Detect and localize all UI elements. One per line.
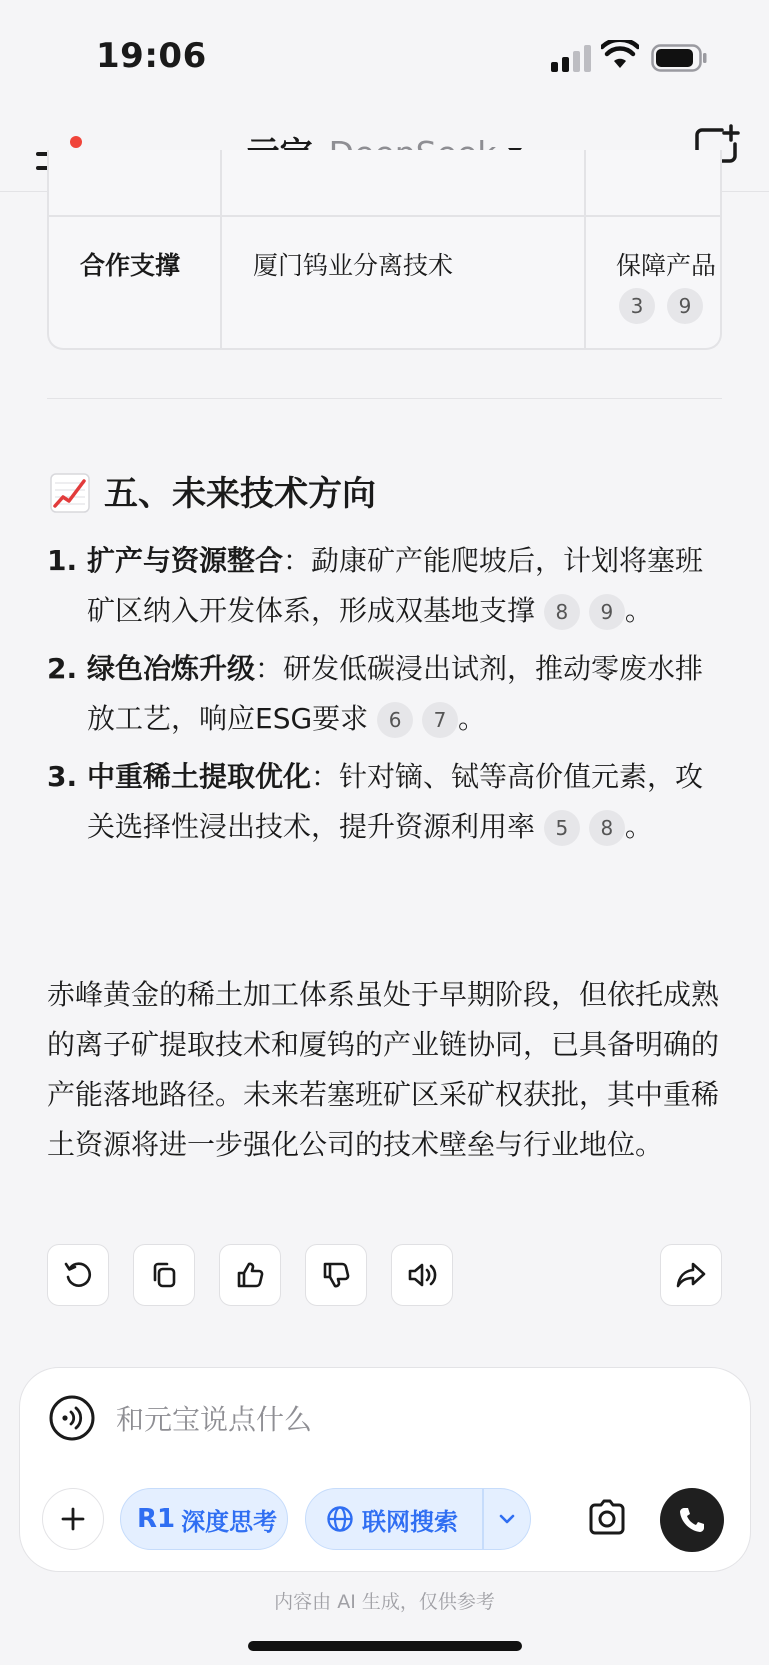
direction-list: [47, 536, 727, 860]
refresh-icon: [62, 1259, 94, 1291]
deep-think-label: 深度思考: [181, 1507, 278, 1536]
message-composer: [19, 1367, 751, 1572]
speaker-icon: [406, 1259, 438, 1291]
cellular-signal-icon: [551, 44, 591, 72]
message-actions: [47, 1244, 722, 1306]
chevron-down-icon: [498, 1513, 516, 1525]
deep-think-toggle[interactable]: [120, 1488, 288, 1550]
web-search-toggle[interactable]: [305, 1488, 531, 1550]
ai-disclaimer: 内容由 AI 生成，仅供参考: [274, 1591, 495, 1613]
voice-call-button[interactable]: [660, 1488, 724, 1552]
wifi-icon: [601, 40, 639, 70]
message-input[interactable]: [116, 1398, 716, 1440]
list-item-label: 扩产与资源整合: [87, 544, 284, 577]
section-heading: [50, 466, 376, 516]
chart-increasing-icon: [50, 473, 90, 513]
status-time: 19:06: [96, 36, 207, 76]
share-button[interactable]: [660, 1244, 722, 1306]
list-item-end: 。: [457, 702, 486, 735]
data-table: [47, 150, 722, 350]
read-aloud-button[interactable]: [391, 1244, 453, 1306]
list-item-text: ：针对镝、铽等高价值元素，攻关选择性浸出技术，提升资源利用率: [87, 760, 704, 843]
voice-input-icon[interactable]: [48, 1394, 96, 1442]
reference-badge[interactable]: 5: [544, 810, 580, 846]
list-item-text: ：研发低碳浸出试剂，推动零废水排放工艺，响应ESG要求: [87, 652, 704, 735]
r1-badge: R1: [137, 1504, 176, 1534]
list-item-text: ：勐康矿产能爬坡后，计划将塞班矿区纳入开发体系，形成双基地支撑: [87, 544, 704, 627]
share-icon: [675, 1259, 707, 1291]
reference-badge[interactable]: 8: [589, 810, 625, 846]
summary-paragraph: 赤峰黄金的稀土加工体系虽处于早期阶段，但依托成熟的离子矿提取技术和厦钨的产业链协同，已具备明确的产能落地路径。未来若塞班矿区采矿权获批，其中重稀土资源将进一步强化公司的技术壁垒与行业地位。: [47, 978, 720, 1161]
reference-badge[interactable]: 9: [667, 288, 703, 324]
attach-button[interactable]: [42, 1488, 104, 1550]
like-button[interactable]: [219, 1244, 281, 1306]
list-item: [47, 644, 727, 744]
list-number: 3.: [47, 760, 78, 793]
reference-badge[interactable]: 3: [619, 288, 655, 324]
list-item-label: 绿色冶炼升级: [87, 652, 256, 685]
web-search-label: 联网搜索: [362, 1507, 458, 1536]
battery-icon: [651, 44, 707, 72]
reference-badge[interactable]: 9: [589, 594, 625, 630]
home-indicator[interactable]: [248, 1641, 522, 1651]
list-number: 2.: [47, 652, 78, 685]
thumbs-down-icon: [320, 1259, 352, 1291]
list-item-end: 。: [624, 810, 653, 843]
dislike-button[interactable]: [305, 1244, 367, 1306]
plus-icon: [60, 1506, 86, 1532]
list-item-label: 中重稀土提取优化: [87, 760, 312, 793]
table-divider: [49, 215, 722, 217]
reference-badge[interactable]: 6: [377, 702, 413, 738]
camera-icon[interactable]: [583, 1494, 631, 1542]
reference-group: [619, 288, 703, 324]
list-item: [47, 536, 727, 636]
copy-icon: [148, 1259, 180, 1291]
reference-badge[interactable]: 7: [422, 702, 458, 738]
list-item: [47, 752, 727, 852]
table-cell: 厦门钨业分离技术: [253, 251, 454, 280]
search-options-dropdown[interactable]: [482, 1489, 532, 1549]
list-item-end: 。: [624, 594, 653, 627]
regenerate-button[interactable]: [47, 1244, 109, 1306]
copy-button[interactable]: [133, 1244, 195, 1306]
reference-badge[interactable]: 8: [544, 594, 580, 630]
section-divider: [47, 398, 722, 399]
phone-icon: [677, 1505, 707, 1535]
table-cell: 保障产品: [616, 251, 717, 280]
section-title: 五、未来技术方向: [104, 474, 376, 514]
thumbs-up-icon: [234, 1259, 266, 1291]
table-divider: [584, 150, 586, 350]
status-bar: [0, 0, 769, 110]
list-number: 1.: [47, 544, 78, 577]
table-divider: [220, 150, 222, 350]
globe-icon: [326, 1505, 354, 1533]
table-cell: 合作支撑: [80, 251, 181, 280]
